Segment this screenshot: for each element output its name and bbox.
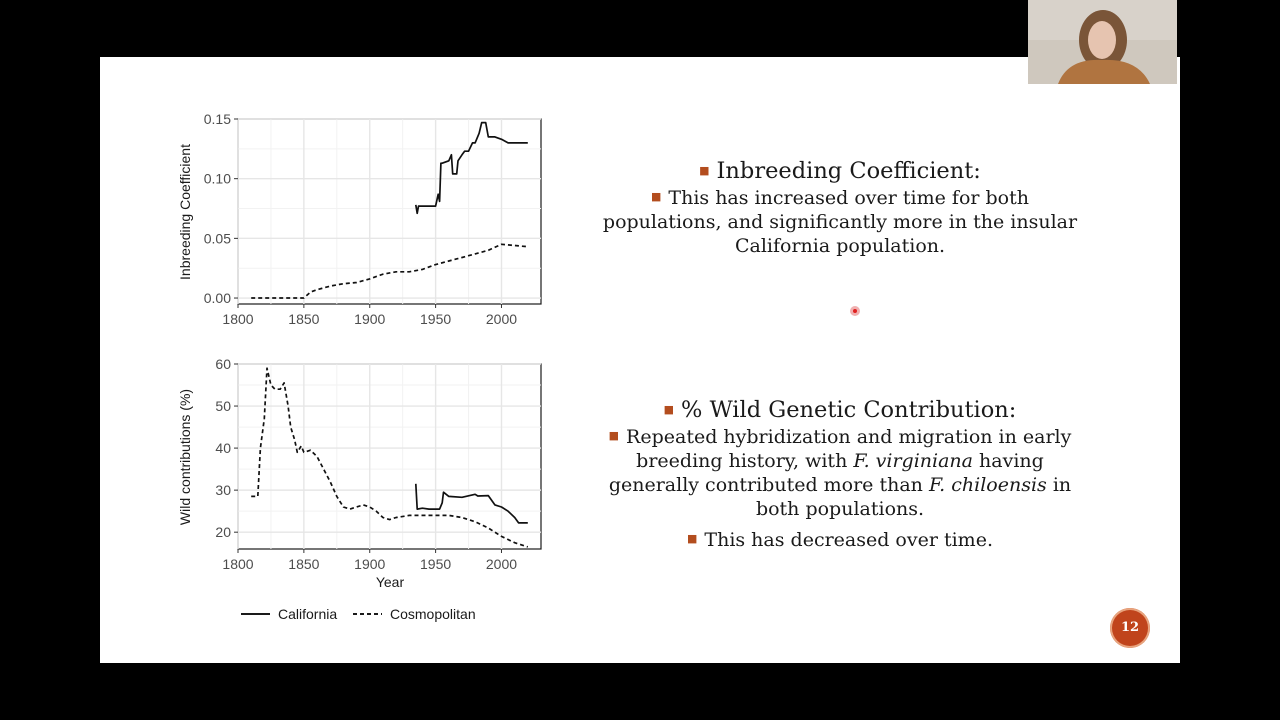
chart1-xtick-label: 1950 (420, 311, 452, 327)
chart2-xtick-label: 1900 (354, 556, 386, 572)
inbreeding-heading-text: Inbreeding Coefficient: (716, 158, 981, 184)
legend-california-label: California (278, 606, 338, 622)
presenter-video-icon (1028, 0, 1177, 84)
chart1-ytick-label: 0.00 (203, 290, 231, 307)
chart1-xtick-label: 1850 (288, 311, 320, 327)
inbreeding-chart (177, 111, 541, 327)
chart2-xtick-label: 2000 (485, 556, 518, 572)
chart2-ytick-label: 40 (215, 440, 231, 457)
inbreeding-text-block (590, 157, 1090, 258)
chart2-panel (238, 364, 541, 549)
inbreeding-description-text: This has increased over time for both populations, and significantly more in the insular California population. (602, 187, 1078, 257)
wild-text-part2: having generally contributed more than (608, 450, 1044, 496)
webcam-thumbnail (1028, 0, 1177, 84)
wild-contribution-subpoint (590, 527, 1090, 552)
species-chiloensis: F. chiloensis (928, 474, 1047, 496)
bullet-icon: ■ (687, 532, 698, 545)
wild-text-part3: in both populations. (755, 474, 1072, 520)
inbreeding-description (590, 185, 1090, 258)
charts-canvas (100, 57, 1180, 663)
chart2-ytick-label: 30 (215, 482, 231, 499)
chart1-panel (238, 119, 541, 304)
chart1-xtick-label: 1800 (222, 311, 254, 327)
wild-text-part1: Repeated hybridization and migration in early breeding history, with (626, 426, 1072, 472)
legend-cosmopolitan-label: Cosmopolitan (390, 606, 476, 622)
slide-number-badge: 12 (1110, 608, 1150, 648)
chart2-ytick-label: 20 (215, 524, 231, 541)
chart2-xtick-label: 1850 (288, 556, 320, 572)
chart1-ytick-label: 0.10 (203, 170, 231, 187)
wild-contribution-heading-text: % Wild Genetic Contribution: (681, 397, 1017, 423)
chart1-xtick-label: 1900 (354, 311, 386, 327)
bullet-icon: ■ (699, 164, 710, 177)
inbreeding-heading (590, 157, 1090, 185)
chart2-ytick-label: 50 (215, 398, 231, 415)
bullet-icon: ■ (651, 190, 662, 203)
chart2-xtick-label: 1950 (420, 556, 452, 572)
chart-legend (241, 606, 476, 622)
wild-contribution-description (590, 424, 1090, 521)
chart2-ylabel: Wild contributions (%) (177, 388, 193, 526)
chart2-xlabel: Year (375, 574, 405, 590)
chart1-ytick-label: 0.15 (203, 111, 231, 127)
wild-contribution-heading (590, 396, 1090, 424)
bullet-icon: ■ (663, 403, 675, 416)
chart1-ylabel: Inbreeding Coefficient (177, 144, 193, 280)
chart2-ytick-label: 60 (215, 356, 231, 372)
laser-pointer-icon (850, 306, 860, 316)
wild-contribution-text-block (590, 396, 1090, 552)
chart1-ytick-label: 0.05 (203, 230, 231, 247)
species-virginiana: F. virginiana (853, 450, 973, 472)
wild-subpoint-text: This has decreased over time. (704, 529, 993, 551)
chart1-xtick-label: 2000 (485, 311, 518, 327)
bullet-icon: ■ (608, 429, 620, 442)
chart2-xtick-label: 1800 (222, 556, 254, 572)
slide (100, 57, 1180, 663)
wild-contribution-chart (177, 356, 541, 590)
